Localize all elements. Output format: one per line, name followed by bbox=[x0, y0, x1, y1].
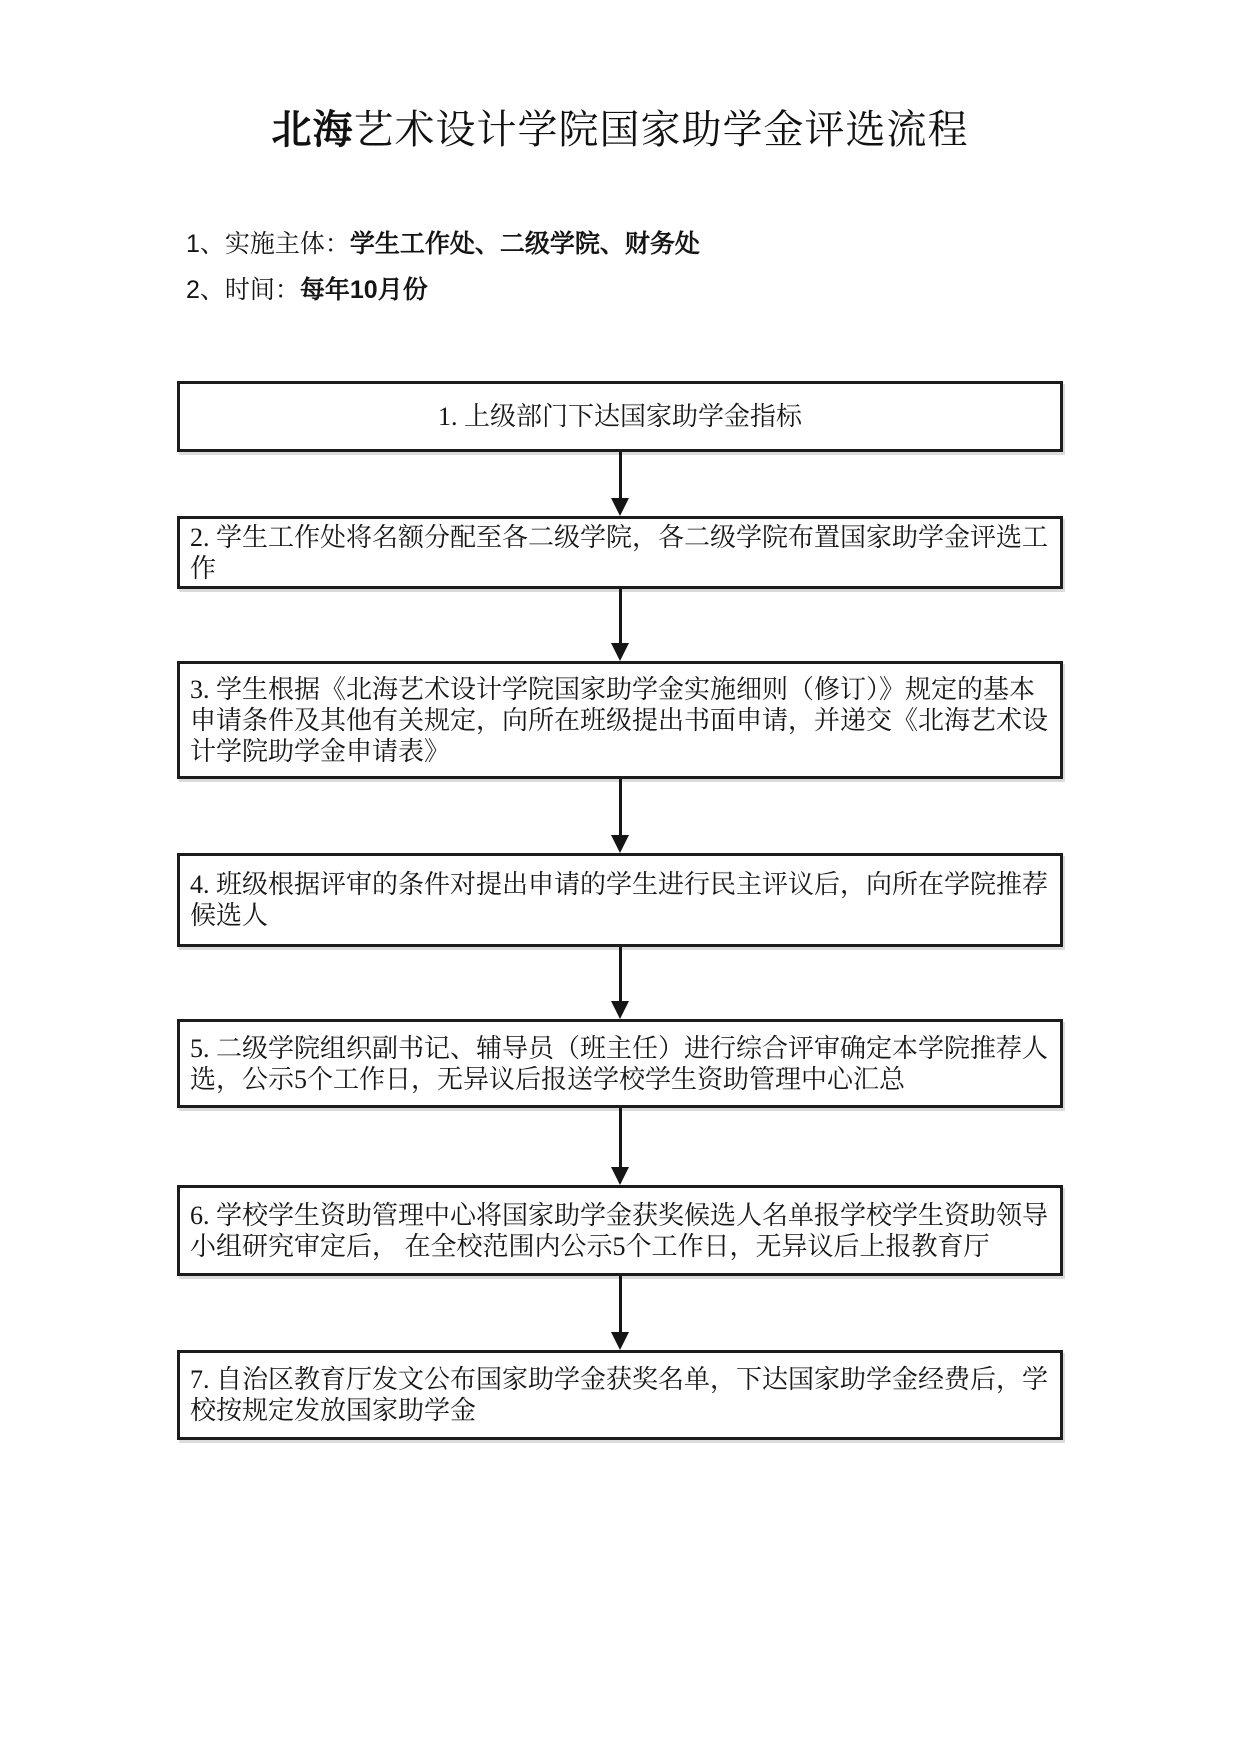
arrow-down-icon bbox=[611, 643, 629, 661]
flow-connector bbox=[611, 589, 629, 661]
flow-step-box-4 bbox=[177, 853, 1063, 947]
flow-step-box-3 bbox=[177, 661, 1063, 779]
flow-connector bbox=[611, 1276, 629, 1350]
flow-step-text: 4. 班级根据评审的条件对提出申请的学生进行民主评议后，向所在学院推荐候选人 bbox=[190, 870, 1049, 930]
intro-item-prefix: 2、时间： bbox=[186, 276, 300, 304]
flow-step-text: 3. 学生根据《北海艺术设计学院国家助学金实施细则（修订）》规定的基本申请条件及其他有关规定，向所在班级提出书面申请，并递交《北海艺术设计学院助学金申请表》 bbox=[190, 674, 1049, 766]
page-title-rest-segment: 艺术设计学院国家助学金评选流程 bbox=[353, 108, 969, 152]
arrow-stem bbox=[619, 452, 622, 499]
arrow-down-icon bbox=[611, 498, 629, 516]
intro-item-prefix: 1、实施主体： bbox=[186, 230, 350, 258]
arrow-stem bbox=[619, 589, 622, 644]
flow-step-box-6 bbox=[177, 1185, 1063, 1276]
intro-item-value: 每年10月份 bbox=[299, 276, 428, 304]
flow-connector bbox=[611, 1108, 629, 1185]
flow-step-text: 1. 上级部门下达国家助学金指标 bbox=[437, 402, 802, 431]
arrow-down-icon bbox=[611, 835, 629, 853]
arrow-stem bbox=[619, 1276, 622, 1333]
flow-step-text: 7. 自治区教育厅发文公布国家助学金获奖名单，下达国家助学金经费后，学校按规定发放国家助学金 bbox=[190, 1365, 1049, 1425]
page-title bbox=[177, 106, 1063, 154]
intro-item-value: 学生工作处、二级学院、财务处 bbox=[349, 230, 700, 258]
arrow-stem bbox=[619, 779, 622, 836]
arrow-stem bbox=[619, 947, 622, 1002]
arrow-down-icon bbox=[611, 1167, 629, 1185]
arrow-stem bbox=[619, 1108, 622, 1168]
flow-step-box-7 bbox=[177, 1350, 1063, 1440]
flow-connector bbox=[611, 452, 629, 516]
flow-step-text: 2. 学生工作处将名额分配至各二级学院，各二级学院布置国家助学金评选工作 bbox=[190, 522, 1049, 583]
flow-step-text: 5. 二级学院组织副书记、辅导员（班主任）进行综合评审确定本学院推荐人选，公示5个工作日，无异议后报送学校学生资助管理中心汇总 bbox=[190, 1033, 1049, 1094]
flow-step-text: 6. 学校学生资助管理中心将国家助学金获奖候选人名单报学校学生资助领导小组研究审定后， 在全校范围内公示5个工作日，无异议后上报教育厅 bbox=[190, 1200, 1049, 1261]
flow-step-box-1 bbox=[177, 381, 1063, 452]
intro-item-subject bbox=[186, 228, 700, 260]
arrow-down-icon bbox=[611, 1332, 629, 1350]
flow-step-box-5 bbox=[177, 1019, 1063, 1108]
flow-connector bbox=[611, 779, 629, 853]
intro-item-time bbox=[186, 274, 428, 306]
arrow-down-icon bbox=[611, 1001, 629, 1019]
page-title-bold-segment: 北海 bbox=[271, 108, 354, 152]
flow-connector bbox=[611, 947, 629, 1019]
flow-step-box-2 bbox=[177, 516, 1063, 589]
